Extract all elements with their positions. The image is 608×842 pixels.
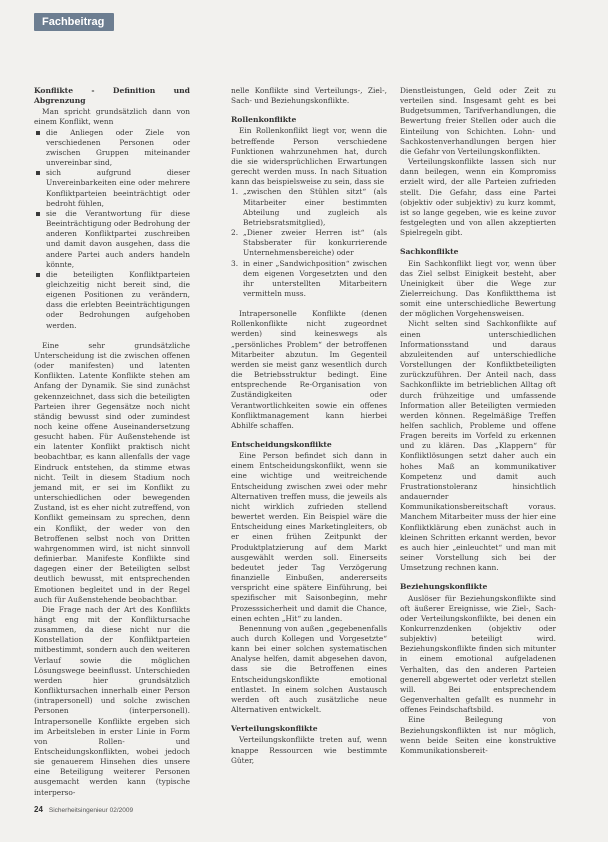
heading-entscheidungskonflikte: Entscheidungskonflikte (231, 440, 332, 449)
list-item: sich aufgrund dieser Unvereinbarkeiten eine oder mehrere Konfliktparteien beeinträchtigt oder bedroht fühlen, (34, 168, 190, 209)
paragraph-sach-2: Nicht selten sind Sachkonflikte auf einen unterschiedlichen Informationsstand und daraus abzuleitenden auf unterschiedliche Vorstellungen der Konfliktbeteiligten zurückzuführen. Der Anteil nach, dass Sachkonflikte im betrieblichen Alltag oft durch frühzeitige und umfassende Information aller Beteiligten vermieden werden können. Regelmäßige Treffen helfen sachlich, Probleme und offene Fragen bereits im Vorfeld zu erkennen und zu klären. Das „Klappern“ für Konfliktlösungen setzt daher auch ein hohes Maß an kommunikativer Kompetenz und damit auch Frustrationstoleranz hinsichtlich andauernder Kommunikationsbereitschaft voraus. Manchem Mitarbeiter muss der hier eine Konfliktklärung eben zunächst auch in kleinen Schritten erkannt werden, bevor es auch hier „einleuchtet“ und man mit seiner Vorstellung sich bei der Umsetzung rechnen kann. (400, 319, 556, 573)
page-number: 24 (34, 805, 43, 814)
heading-sachkonflikte: Sachkonflikte (400, 247, 459, 257)
list-item (231, 228, 387, 258)
list-text: „zwischen den Stühlen sitzt“ (als Mitarbeiter einer bestimmten Abteilung und zugleich als Betriebsratsmitglied), (243, 187, 387, 227)
list-item: sie die Verantwortung für diese Beeinträchtigung oder Bedrohung der anderen Konfliktpartei zuschreiben und damit davon ausgehen, dass die andere Partei auch anders handeln könnte, (34, 209, 190, 270)
paragraph-entscheidung-2: Benennung von außen „gegebenenfalls auch durch Kollegen und Vorgesetzte“ kann bei einer solchen systematischen Analyse helfen, damit abgesehen davon, dass sie die Betroffenen eines Entscheidungskonflikte emotional entlastet. In einem solchen Austausch werden oft auch zusätzliche neue Alternativen entwickelt. (231, 623, 387, 715)
paragraph-intrapersonell: Intrapersonelle Konflikte (denen Rollenkonflikte nicht zugeordnet werden) sind keineswegs als „persönliches Problem“ der betroffenen Mitarbeiter abzutun. Im Gegenteil werden sie meist ganz wesentlich durch die Betriebsstruktur bedingt. Eine entsprechende Re-Organisation von Zuständigkeiten oder Verantwortlichkeiten sowie ein offenes Konfliktmanagement kann hierbei Abhilfe schaffen. (231, 309, 387, 430)
heading-verteilungskonflikte: Verteilungskonflikte (231, 724, 318, 734)
column-3 (400, 86, 556, 756)
footer-source: Sicherheitsingenieur 02/2009 (48, 807, 134, 814)
paragraph-rollen: Ein Rollenkonflikt liegt vor, wenn die betreffende Person verschiedene Funktionen wahrzunehmen hat, durch die sie widersprüchlichen Erwartungen gerecht werden muss. In nach Situation kann das beispielsweise zu sein, dass sie (231, 126, 387, 187)
list-item: die Anliegen oder Ziele von verschiedenen Personen oder zwischen Gruppen miteinander unvereinbar sind, (34, 128, 190, 169)
list-item: die beteiligten Konfliktparteien gleichzeitig nicht bereit sind, die eigenen Positionen zu verändern, dass die erlebten Beeinträchtigungen oder Bedrohungen aufgehoben werden. (34, 270, 190, 331)
list-item (231, 187, 387, 228)
numbered-list (231, 187, 387, 299)
list-number: 3. (231, 258, 239, 268)
paragraph-beziehung: Auslöser für Beziehungskonflikte sind oft äußerer Ereignisse, wie Ziel-, Sach- oder Verteilungskonflikte, bei denen ein Konkurrenzdenken (objektiv oder subjektiv) beteiligt wird. Beziehungskonflikte finden sich mitunter in einem emotional aufgeladenen Verhalten, das den anderen Parteien generell abgewertet oder verletzt stellen will. Bei entsprechendem Gegenverhalten gefallt es nunmehr in offenes Feindschaftsbild. (400, 593, 556, 715)
paragraph-latent: Eine sehr grundsätzliche Unterscheidung ist die zwischen offenen (oder manifesten) und latenten Konflikten. Latente Konflikte stehen am Anfang der Dynamik. Sie sind zunächst gekennzeichnet, dass sich die beteiligten Parteien ihrer Gegensätze noch nicht ständig bewusst sind oder zumindest noch keine offene Auseinandersetzung gesucht haben. Für Außenstehende ist ein latenter Konflikt praktisch nicht beobachtbar, es kann allenfalls der vage Eindruck entstehen, da stimme etwas nicht. Teilt in diesem Stadium noch jemand mit, er sei im Konflikt zu unterschiedlichen oder bewegenden Zustand, ist es eher nicht zutreffend, von Konflikt gemeinsam zu sprechen, denn ein Konflikt, der weder von den Betroffenen selbst noch von Dritten wahrgenommen wird, ist nicht sinnvoll definierbar. Manifeste Konflikte sind dagegen einer der Beteiligten selbst deutlich bewusst, mit entsprechenden Emotionen begleitet und in der Regel auch für Außenstehende beobachtbar. (34, 340, 190, 604)
paragraph-continued: nelle Konflikte sind Verteilungs-, Ziel-, Sach- und Beziehungskonflikte. (231, 86, 387, 106)
paragraph-continued: Dienstleistungen, Geld oder Zeit zu verteilen sind. Insgesamt geht es bei Budgetsummen, Tarifverhandlungen, die Bewertung freier Stellen oder auch die Einteilung von Schichten. Lohn- und Sachkostenverhandlungen bergen hier die Gefahr von Verteilungskonflikten. (400, 86, 556, 156)
list-number: 2. (231, 228, 239, 238)
bullet-list (34, 128, 190, 331)
paragraph-sach: Ein Sachkonflikt liegt vor, wenn über das Ziel selbst Einigkeit besteht, aber Uneinigkeit über die Wege zur Zielerreichung. Das Konfliktthema ist somit eine unterschiedliche Bewertung der möglichen Vorgehensweisen. (400, 258, 556, 319)
paragraph-entscheidung: Eine Person befindet sich dann in einem Entscheidungskonflikt, wenn sie eine wichtige und weitreichende Entscheidung zwischen zwei oder mehr Alternativen treffen muss, die jeweils als nicht wirklich zufrieden stellend bewertet werden. Ein Beispiel wäre die Entscheidung eines Marketingleiters, ob er einen frühen Zeitpunkt der Produktplatzierung auf dem Markt ausgewählt werden soll. Einerseits bedeutet jeder Tag Verzögerung finanzielle Einbußen, andererseits verspricht eine spätere Einführung, bei spezifischer mit Saisonbeginn, mehr Prozesssicherheit und damit die Chance, einen echten „Hit“ zu landen. (231, 451, 387, 623)
paragraph-question: Die Frage nach der Art des Konflikts hängt eng mit der Konfliktursache zusammen, da diese nicht nur die Konstellation der Konfliktparteien mitbestimmt, sondern auch den weiteren Verlauf sowie die möglichen Lösungswege beeinflusst. Unterschieden werden hier grundsätzlich Konfliktursachen innerhalb einer Person (intrapersonell) und solche zwischen Personen (interpersonell). Intrapersonelle Konflikte ergeben sich im Arbeitsleben in erster Linie in Form von Rollen- und Entscheidungskonflikten, wobei jedoch sie genauerem Hinsehen dies unsere eine Beteiligung weiterer Personen ausgemacht werden kann (typische interperso- (34, 604, 190, 797)
column-1 (34, 86, 190, 798)
page-footer (34, 805, 133, 814)
heading-beziehungskonflikte: Beziehungskonflikte (400, 582, 488, 592)
heading-definition: Konflikte - Definition und Abgrenzung (34, 86, 190, 106)
list-text: in einer „Sandwichposition“ zwischen dem eigenen Vorgesetzten und den ihr unterstellten Mitarbeitern vermitteln muss. (243, 258, 387, 298)
list-text: „Diener zweier Herren ist“ (als Stabsberater für konkurrierende Unternehmensbereiche) oder (243, 228, 387, 258)
paragraph-beziehung-2: Eine Beilegung von Beziehungskonflikten ist nur möglich, wenn beide Seiten eine konstruktive Kommunikationsbereit- (400, 715, 556, 755)
list-item (231, 259, 387, 300)
heading-rollenkonflikte: Rollenkonflikte (231, 115, 297, 125)
paragraph-intro: Man spricht grundsätzlich dann von einem Konflikt, wenn (34, 107, 190, 127)
section-tag: Fachbeitrag (34, 13, 114, 31)
paragraph-verteilung: Verteilungskonflikte treten auf, wenn knappe Ressourcen wie bestimmte Güter, (231, 735, 387, 765)
list-number: 1. (231, 187, 239, 197)
column-2 (231, 86, 387, 766)
paragraph-verteilung-2: Verteilungskonflikte lassen sich nur dann beilegen, wenn ein Kompromiss erzielt wird, der alle Parteien zufrieden stellt. Die Gefahr, dass eine Partei (objektiv oder subjektiv) zu kurz kommt, ist so lange gegeben, wie es keine zuvor festgelegten und von allen akzeptierten Spielregeln gibt. (400, 157, 556, 238)
